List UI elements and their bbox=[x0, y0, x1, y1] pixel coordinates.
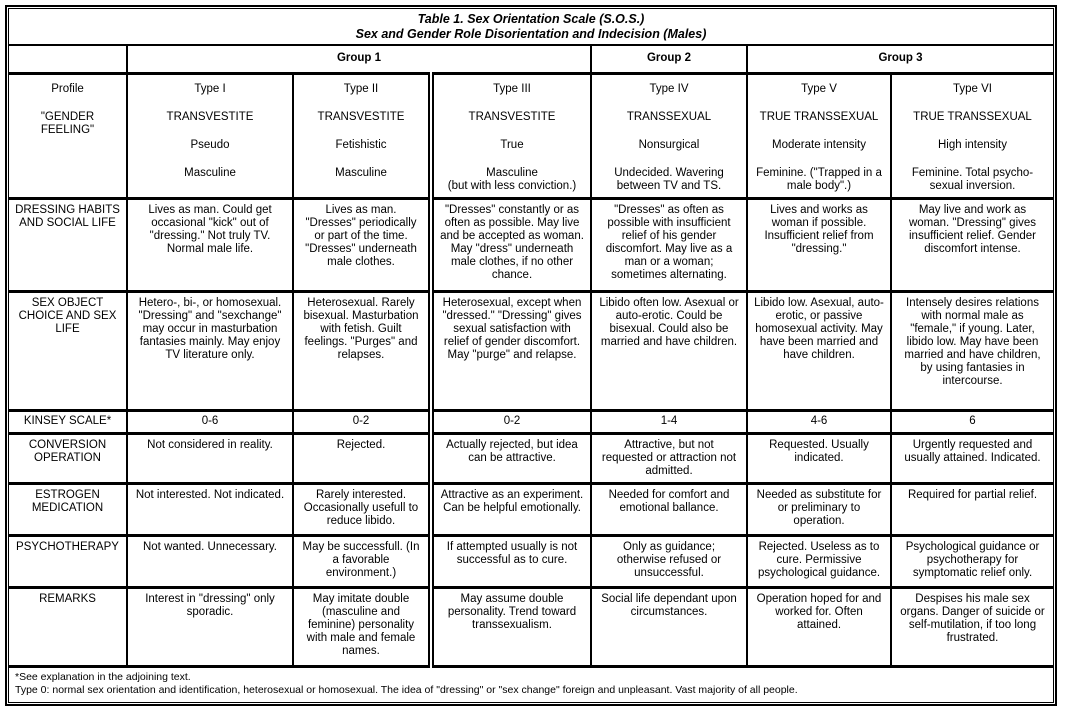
type-feeling: Masculine bbox=[486, 166, 538, 179]
group-header-spacer bbox=[9, 45, 127, 73]
table-cell: Rejected. bbox=[293, 433, 431, 483]
table-row-kinsey-scale bbox=[9, 410, 1053, 433]
column-header-type-2 bbox=[293, 73, 431, 198]
footnote bbox=[9, 666, 1053, 702]
table-cell: Intensely desires relations with normal male as "female," if young. Later, libido low. May have been married and have children, by using fantasies in intercourse. bbox=[891, 291, 1053, 410]
table-row-dressing-habits bbox=[9, 198, 1053, 291]
table-cell: Despises his male sex organs. Danger of suicide or self-mutilation, if too long frustrated. bbox=[891, 587, 1053, 666]
table-frame-inner bbox=[8, 8, 1054, 703]
type-name: TRUE TRANSSEXUAL bbox=[913, 110, 1032, 123]
table-cell: Needed for comfort and emotional ballance. bbox=[591, 483, 747, 535]
type-label: Type III bbox=[493, 82, 531, 95]
row-label: REMARKS bbox=[9, 587, 127, 666]
table-cell: May assume double personality. Trend toward transsexualism. bbox=[431, 587, 591, 666]
footnote-line-1: *See explanation in the adjoining text. bbox=[15, 670, 191, 683]
row-label: PSYCHOTHERAPY bbox=[9, 535, 127, 587]
type-feeling: Feminine. Total psycho-sexual inversion. bbox=[911, 166, 1034, 192]
type-variant: True bbox=[500, 138, 524, 151]
type-name: TRANSVESTITE bbox=[166, 110, 254, 123]
table-cell: Lives and works as woman if possible. Insufficient relief from "dressing." bbox=[747, 198, 891, 291]
table-cell: Heterosexual. Rarely bisexual. Masturbation with fetish. Guilt feelings. "Purges" and relapses. bbox=[293, 291, 431, 410]
table-cell: Operation hoped for and worked for. Often attained. bbox=[747, 587, 891, 666]
type-label: Type II bbox=[343, 82, 379, 95]
table-cell: Interest in "dressing" only sporadic. bbox=[127, 587, 293, 666]
table-cell: May be successfull. (In a favorable environment.) bbox=[293, 535, 431, 587]
type-feeling: Undecided. Wavering between TV and TS. bbox=[614, 166, 724, 192]
table-cell: Rarely interested. Occasionally usefull to reduce libido. bbox=[293, 483, 431, 535]
table-cell: Not considered in reality. bbox=[127, 433, 293, 483]
table-row-psychotherapy bbox=[9, 535, 1053, 587]
table-cell: Hetero-, bi-, or homosexual. "Dressing" and "sexchange" may occur in masturbation fantasies mainly. May enjoy TV literature only. bbox=[127, 291, 293, 410]
table-cell: 0-2 bbox=[431, 410, 591, 433]
table-cell: 1-4 bbox=[591, 410, 747, 433]
table-cell: 0-2 bbox=[293, 410, 431, 433]
gender-feeling-label: "GENDER FEELING" bbox=[40, 110, 95, 136]
table-cell: Lives as man. Could get occasional "kick" out of "dressing." Not truly TV. Normal male life. bbox=[127, 198, 293, 291]
table-row-conversion-operation bbox=[9, 433, 1053, 483]
table-cell: Not interested. Not indicated. bbox=[127, 483, 293, 535]
type-variant: Pseudo bbox=[190, 138, 230, 151]
column-header-type-5 bbox=[747, 73, 891, 198]
table-cell: Attractive as an experiment. Can be helpful emotionally. bbox=[431, 483, 591, 535]
table-cell: Lives as man. "Dresses" periodically or part of the time. "Dresses" underneath male clothes. bbox=[293, 198, 431, 291]
column-header-type-1 bbox=[127, 73, 293, 198]
row-label: KINSEY SCALE* bbox=[9, 410, 127, 433]
table-cell: Needed as substitute for or preliminary to operation. bbox=[747, 483, 891, 535]
type-feeling: Masculine bbox=[184, 166, 236, 179]
type-name: TRANSSEXUAL bbox=[626, 110, 712, 123]
table-cell: Required for partial relief. bbox=[891, 483, 1053, 535]
type-name: TRANSVESTITE bbox=[317, 110, 405, 123]
group-1-header: Group 1 bbox=[127, 45, 591, 73]
table-frame bbox=[5, 5, 1057, 706]
table-cell: Attractive, but not requested or attraction not admitted. bbox=[591, 433, 747, 483]
type-name: TRANSVESTITE bbox=[468, 110, 556, 123]
table-cell: Social life dependant upon circumstances. bbox=[591, 587, 747, 666]
type-feeling: Masculine bbox=[335, 166, 387, 179]
table-cell: 6 bbox=[891, 410, 1053, 433]
table-cell: Requested. Usually indicated. bbox=[747, 433, 891, 483]
table-cell: "Dresses" constantly or as often as possible. May live and be accepted as woman. May "dress" underneath male clothes, if no other chance. bbox=[431, 198, 591, 291]
column-header-type-3 bbox=[431, 73, 591, 198]
type-feeling-note: (but with less conviction.) bbox=[447, 179, 577, 192]
group-2-header: Group 2 bbox=[591, 45, 747, 73]
table-cell: Only as guidance; otherwise refused or unsuccessful. bbox=[591, 535, 747, 587]
footnote-line-2: Type 0: normal sex orientation and identification, heterosexual or homosexual. The idea of "dressing" or "sex change" foreign and unpleasant. Vast majority of all people. bbox=[15, 683, 798, 696]
group-header-row bbox=[9, 45, 1053, 73]
table-cell: Libido low. Asexual, auto-erotic, or passive homosexual activity. May have been married and have children. bbox=[747, 291, 891, 410]
row-label: CONVERSION OPERATION bbox=[9, 433, 127, 483]
type-label: Type IV bbox=[649, 82, 689, 95]
profile-label: Profile bbox=[51, 82, 84, 95]
table-cell: Actually rejected, but idea can be attractive. bbox=[431, 433, 591, 483]
title-line-2: Sex and Gender Role Disorientation and Indecision (Males) bbox=[355, 26, 707, 41]
type-label: Type I bbox=[194, 82, 226, 95]
type-feeling: Feminine. ("Trapped in a male body".) bbox=[756, 166, 882, 192]
type-label: Type V bbox=[801, 82, 837, 95]
column-header-row bbox=[9, 73, 1053, 198]
row-label: SEX OBJECT CHOICE AND SEX LIFE bbox=[9, 291, 127, 410]
table-cell: Urgently requested and usually attained. Indicated. bbox=[891, 433, 1053, 483]
type-variant: Nonsurgical bbox=[638, 138, 700, 151]
column-header-type-6 bbox=[891, 73, 1053, 198]
table-cell: May live and work as woman. "Dressing" gives insufficient relief. Gender discomfort intense. bbox=[891, 198, 1053, 291]
table-cell: If attempted usually is not successful as to cure. bbox=[431, 535, 591, 587]
footnote-row bbox=[9, 666, 1053, 702]
table-cell: Not wanted. Unnecessary. bbox=[127, 535, 293, 587]
table-cell: "Dresses" as often as possible with insufficient relief of his gender discomfort. May live as a man or a woman; sometimes alternating. bbox=[591, 198, 747, 291]
table-row-remarks bbox=[9, 587, 1053, 666]
table-row-sex-object bbox=[9, 291, 1053, 410]
row-label: DRESSING HABITS AND SOCIAL LIFE bbox=[9, 198, 127, 291]
table-cell: Psychological guidance or psychotherapy for symptomatic relief only. bbox=[891, 535, 1053, 587]
group-3-header: Group 3 bbox=[747, 45, 1053, 73]
table-cell: Libido often low. Asexual or auto-erotic. Could be bisexual. Could also be married and have children. bbox=[591, 291, 747, 410]
table-cell: May imitate double (masculine and feminine) personality with male and female names. bbox=[293, 587, 431, 666]
table-cell: 4-6 bbox=[747, 410, 891, 433]
profile-row-label bbox=[9, 73, 127, 198]
title-line-1: Table 1. Sex Orientation Scale (S.O.S.) bbox=[417, 11, 645, 26]
sos-table bbox=[9, 9, 1053, 702]
type-variant: High intensity bbox=[937, 138, 1008, 151]
table-cell: Heterosexual, except when "dressed." "Dressing" gives sexual satisfaction with relief of gender discomfort. May "purge" and relapse. bbox=[431, 291, 591, 410]
table-cell: Rejected. Useless as to cure. Permissive psychological guidance. bbox=[747, 535, 891, 587]
table-row-estrogen-medication bbox=[9, 483, 1053, 535]
row-label: ESTROGEN MEDICATION bbox=[9, 483, 127, 535]
type-label: Type VI bbox=[953, 82, 992, 95]
type-variant: Moderate intensity bbox=[772, 138, 866, 151]
type-name: TRUE TRANSSEXUAL bbox=[759, 110, 879, 123]
title-row bbox=[9, 9, 1053, 45]
table-title bbox=[9, 9, 1053, 45]
table-cell: 0-6 bbox=[127, 410, 293, 433]
column-header-type-4 bbox=[591, 73, 747, 198]
type-variant: Fetishistic bbox=[335, 138, 387, 151]
